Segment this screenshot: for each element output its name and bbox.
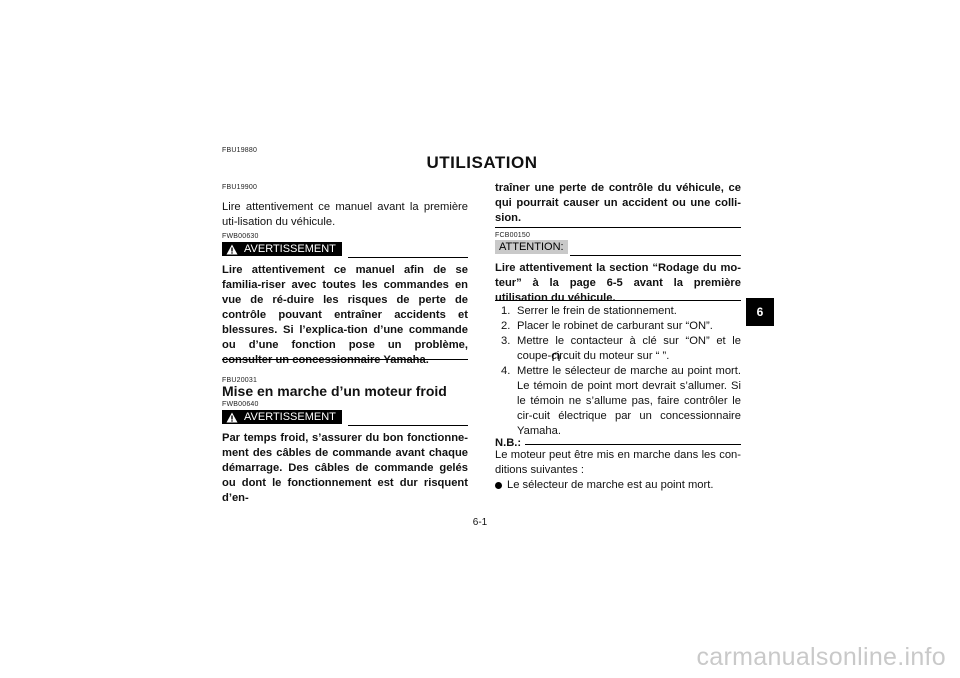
attention-text: Lire attentivement la section “Rodage du mo-teur” à la page 6-5 avant la première utilisation du véhicule.: [495, 262, 741, 304]
warning2-continued-text: traîner une perte de contrôle du véhicule, ce qui pourrait causer un accident ou une colli-sion.: [495, 182, 741, 224]
warning2-code: FWB00640: [222, 401, 259, 408]
nb-label: N.B.:: [495, 437, 522, 449]
watermark: carmanualsonline.info: [696, 643, 946, 671]
attention-bottom-rule: [495, 300, 741, 301]
warning2-continued: [495, 181, 741, 226]
warning-triangle-icon: [226, 412, 238, 423]
warning1-bottom-rule: [222, 359, 468, 360]
list-item: 2. Placer le robinet de carburant sur “ON”.: [501, 320, 713, 332]
chapter-tab: 6: [746, 298, 774, 326]
warning1-label: AVERTISSEMENT: [244, 243, 336, 255]
page-number: 6-1: [472, 517, 488, 528]
warning1-badge: [222, 242, 342, 256]
steps-list: [495, 304, 741, 439]
section-heading: Mise en marche d’un moteur froid: [222, 383, 447, 399]
warning2-text: Par temps froid, s’assurer du bon fonctionne-ment des câbles de commande avant chaque démarrage. Des câbles de commande gelés ou dont le fonctionnement est dur risquent d’en-: [222, 432, 468, 504]
warning2-bottom-rule: [495, 227, 741, 228]
page-title: UTILISATION: [426, 153, 538, 172]
section-code-title: FBU19880: [222, 147, 258, 154]
warning1-header-rule: [348, 257, 468, 258]
list-item: 3. Mettre le contacteur à clé sur “ON” et le coupe-circuit du moteur sur “ ”.: [501, 335, 741, 362]
attention-header-rule: [570, 255, 741, 256]
warning2-header-rule: [348, 425, 468, 426]
warning1-header: [222, 242, 468, 257]
list-item: 4. Mettre le sélecteur de marche au point mort. Le témoin de point mort devrait s’allumer. Si le témoin ne s’allume pas, faire contrôler le cir-cuit électrique par un concessionnaire Yamaha.: [501, 365, 741, 437]
attention-block: [495, 240, 741, 306]
warning2-header: [222, 410, 468, 425]
nb-rule: [525, 444, 741, 445]
list-item: 1. Serrer le frein de stationnement.: [501, 305, 677, 317]
warning1-text: Lire attentivement ce manuel afin de se familia-riser avec toutes les commandes en vue de ré-duire les risques de perte de contrôle pouvant entraîner accidents et blessures. Si l’explica-tion d’une commande ou d’une fonction pose un problème, consulter un concessionnaire Yamaha.: [222, 264, 468, 366]
warning2-label: AVERTISSEMENT: [244, 411, 336, 423]
warning-triangle-icon: [226, 244, 238, 255]
nb-bullet-text: Le sélecteur de marche est au point mort.: [507, 479, 714, 491]
section-code: FBU20031: [222, 377, 258, 384]
nb-block: [495, 433, 741, 493]
warning1-block: [222, 242, 468, 368]
engine-stop-switch-icon: [550, 351, 562, 363]
attention-code: FCB00150: [495, 232, 531, 239]
intro-code: FBU19900: [222, 184, 258, 191]
warning2-block: [222, 410, 468, 506]
attention-header: [495, 240, 741, 255]
intro-text: Lire attentivement ce manuel avant la première uti-lisation du véhicule.: [222, 201, 468, 228]
attention-badge: ATTENTION:: [495, 240, 568, 254]
nb-text: Le moteur peut être mis en marche dans les con-ditions suivantes :: [495, 449, 741, 476]
list-item: [495, 478, 741, 493]
warning2-badge: [222, 410, 342, 424]
bullet-icon: [495, 482, 502, 489]
warning1-code: FWB00630: [222, 233, 259, 240]
intro-paragraph: [222, 200, 468, 230]
